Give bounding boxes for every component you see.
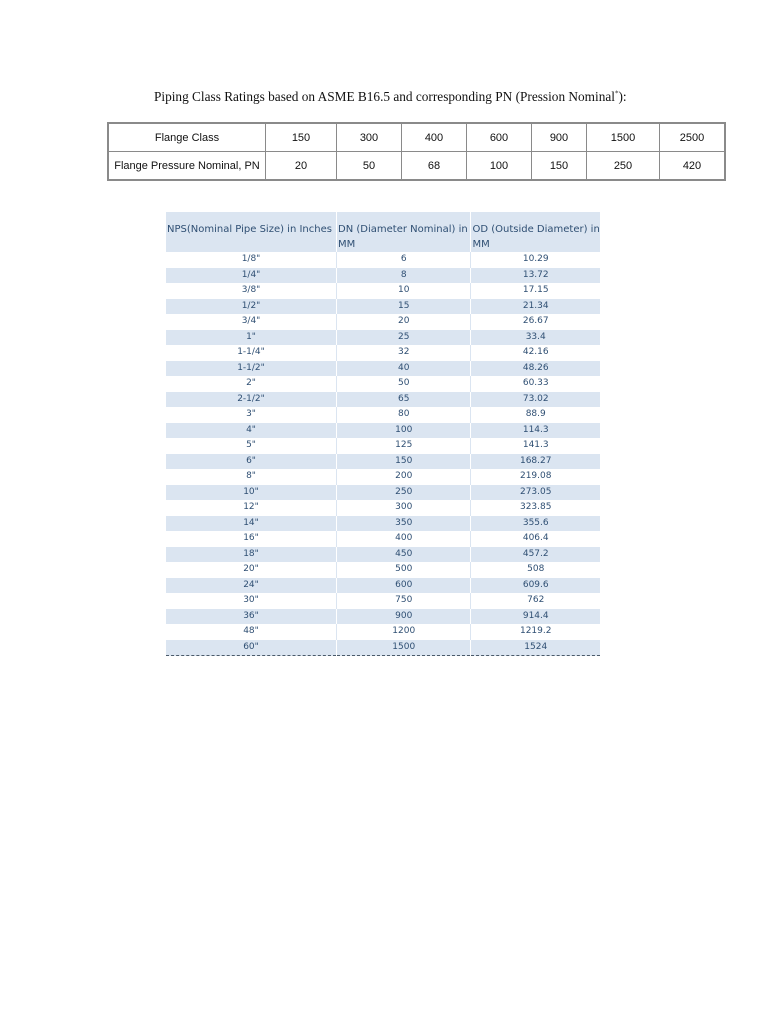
nps-cell: 3" [166, 407, 337, 423]
od-cell: 219.08 [471, 469, 600, 485]
od-cell: 141.3 [471, 438, 600, 454]
nps-cell: 20" [166, 562, 337, 578]
od-cell: 914.4 [471, 609, 600, 625]
nps-cell: 1-1/2" [166, 361, 337, 377]
od-cell: 355.6 [471, 516, 600, 532]
flange-table-cell: 1500 [587, 123, 660, 152]
flange-table-cell: 300 [337, 123, 402, 152]
od-cell: 114.3 [471, 423, 600, 439]
flange-table-row [108, 123, 725, 152]
od-cell: 88.9 [471, 407, 600, 423]
nps-cell: 60" [166, 640, 337, 656]
od-cell: 762 [471, 593, 600, 609]
od-cell: 1219.2 [471, 624, 600, 640]
table-row [166, 330, 600, 346]
dn-cell: 10 [337, 283, 471, 299]
dn-cell: 250 [337, 485, 471, 501]
dn-cell: 400 [337, 531, 471, 547]
nps-cell: 10" [166, 485, 337, 501]
table-row [166, 578, 600, 594]
heading-suffix: ): [618, 89, 627, 104]
nps-cell: 3/8" [166, 283, 337, 299]
table-row [166, 252, 600, 268]
od-cell: 17.15 [471, 283, 600, 299]
od-cell: 13.72 [471, 268, 600, 284]
dn-cell: 15 [337, 299, 471, 315]
od-cell: 406.4 [471, 531, 600, 547]
nps-cell: 1/8" [166, 252, 337, 268]
table-row [166, 516, 600, 532]
table-row [166, 438, 600, 454]
od-cell: 609.6 [471, 578, 600, 594]
nps-cell: 5" [166, 438, 337, 454]
header-od: OD (Outside Diameter) in MM [471, 212, 600, 252]
table-row [166, 407, 600, 423]
pipe-size-table [166, 212, 600, 656]
table-row [166, 485, 600, 501]
od-cell: 457.2 [471, 547, 600, 563]
header-dn: DN (Diameter Nominal) in MM [337, 212, 471, 252]
od-cell: 73.02 [471, 392, 600, 408]
header-nps: NPS(Nominal Pipe Size) in Inches [166, 212, 337, 252]
od-cell: 21.34 [471, 299, 600, 315]
flange-table-cell: 600 [467, 123, 532, 152]
table-row [166, 454, 600, 470]
table-row [166, 314, 600, 330]
od-cell: 42.16 [471, 345, 600, 361]
nps-cell: 30" [166, 593, 337, 609]
pipe-table-body [166, 252, 600, 656]
dn-cell: 1500 [337, 640, 471, 656]
flange-table-cell: 100 [467, 152, 532, 181]
table-row [166, 500, 600, 516]
table-row [166, 423, 600, 439]
nps-cell: 8" [166, 469, 337, 485]
table-row [166, 531, 600, 547]
flange-table-cell: 250 [587, 152, 660, 181]
nps-cell: 1-1/4" [166, 345, 337, 361]
table-row [166, 624, 600, 640]
dn-cell: 1200 [337, 624, 471, 640]
table-row [166, 361, 600, 377]
table-row [166, 376, 600, 392]
nps-cell: 2" [166, 376, 337, 392]
dn-cell: 450 [337, 547, 471, 563]
od-cell: 323.85 [471, 500, 600, 516]
dn-cell: 125 [337, 438, 471, 454]
dn-cell: 6 [337, 252, 471, 268]
dn-cell: 25 [337, 330, 471, 346]
table-row [166, 609, 600, 625]
nps-cell: 18" [166, 547, 337, 563]
dn-cell: 300 [337, 500, 471, 516]
nps-cell: 1/2" [166, 299, 337, 315]
table-row [166, 345, 600, 361]
nps-cell: 12" [166, 500, 337, 516]
dn-cell: 100 [337, 423, 471, 439]
flange-table-cell: 420 [660, 152, 726, 181]
od-cell: 33.4 [471, 330, 600, 346]
dn-cell: 20 [337, 314, 471, 330]
dn-cell: 150 [337, 454, 471, 470]
heading-text: Piping Class Ratings based on ASME B16.5 and corresponding PN (Pression Nominal [154, 89, 615, 104]
dn-cell: 750 [337, 593, 471, 609]
dn-cell: 350 [337, 516, 471, 532]
table-row [166, 640, 600, 656]
nps-cell: 14" [166, 516, 337, 532]
page-heading [154, 89, 627, 105]
flange-row-label: Flange Pressure Nominal, PN [108, 152, 266, 181]
flange-class-table [107, 122, 726, 181]
od-cell: 60.33 [471, 376, 600, 392]
table-row [166, 299, 600, 315]
od-cell: 1524 [471, 640, 600, 656]
od-cell: 10.29 [471, 252, 600, 268]
flange-table-cell: 2500 [660, 123, 726, 152]
dn-cell: 80 [337, 407, 471, 423]
nps-cell: 2-1/2" [166, 392, 337, 408]
nps-cell: 3/4" [166, 314, 337, 330]
heading-footnote-mark: * [614, 89, 619, 98]
od-cell: 273.05 [471, 485, 600, 501]
dn-cell: 900 [337, 609, 471, 625]
od-cell: 26.67 [471, 314, 600, 330]
table-row [166, 547, 600, 563]
nps-cell: 36" [166, 609, 337, 625]
table-row [166, 562, 600, 578]
flange-table-cell: 400 [402, 123, 467, 152]
dn-cell: 65 [337, 392, 471, 408]
nps-cell: 1/4" [166, 268, 337, 284]
flange-row-label: Flange Class [108, 123, 266, 152]
nps-cell: 48" [166, 624, 337, 640]
od-cell: 168.27 [471, 454, 600, 470]
nps-cell: 4" [166, 423, 337, 439]
nps-cell: 1" [166, 330, 337, 346]
flange-table-row [108, 152, 725, 181]
od-cell: 48.26 [471, 361, 600, 377]
dn-cell: 32 [337, 345, 471, 361]
pipe-table-header-row [166, 212, 600, 252]
flange-table-cell: 150 [266, 123, 337, 152]
flange-table-cell: 68 [402, 152, 467, 181]
od-cell: 508 [471, 562, 600, 578]
dn-cell: 40 [337, 361, 471, 377]
dn-cell: 500 [337, 562, 471, 578]
dn-cell: 200 [337, 469, 471, 485]
table-row [166, 469, 600, 485]
flange-table-cell: 20 [266, 152, 337, 181]
flange-table-body [108, 123, 725, 180]
table-row [166, 593, 600, 609]
dn-cell: 600 [337, 578, 471, 594]
flange-table-cell: 50 [337, 152, 402, 181]
table-row [166, 392, 600, 408]
dn-cell: 50 [337, 376, 471, 392]
table-row [166, 268, 600, 284]
dn-cell: 8 [337, 268, 471, 284]
flange-table-cell: 900 [532, 123, 587, 152]
flange-table-cell: 150 [532, 152, 587, 181]
nps-cell: 24" [166, 578, 337, 594]
table-row [166, 283, 600, 299]
nps-cell: 16" [166, 531, 337, 547]
nps-cell: 6" [166, 454, 337, 470]
